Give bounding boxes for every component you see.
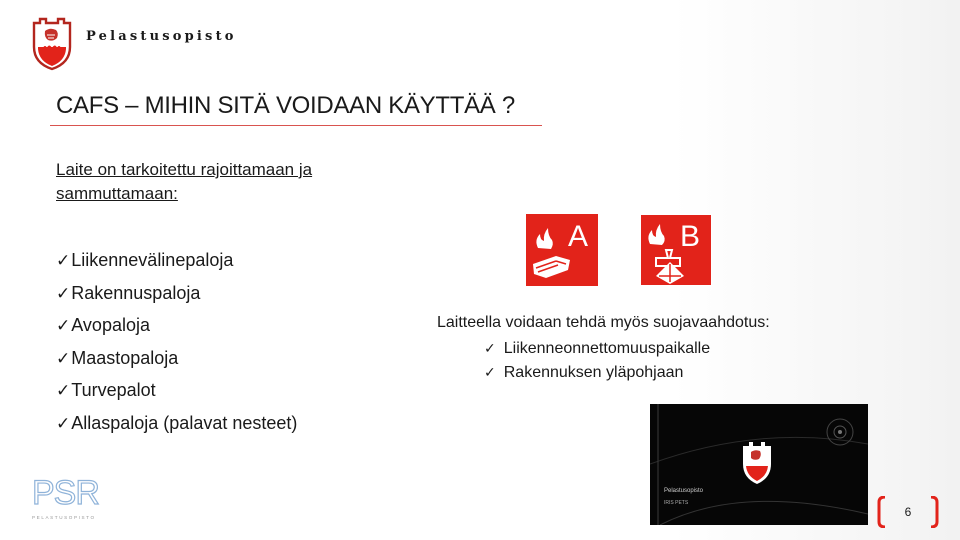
list-item-label: Rakennuspaloja xyxy=(71,282,201,303)
checkmark-icon: ✓ xyxy=(56,348,71,369)
intro-text: Laite on tarkoitettu rajoittamaan ja sammuttamaan: xyxy=(56,160,313,203)
pelastusopisto-shield-icon xyxy=(30,17,74,71)
thumbnail-caption-secondary: IRIS PETS xyxy=(664,500,689,506)
checkmark-icon: ✓ xyxy=(484,365,496,381)
protection-heading: Laitteella voidaan tehdä myös suojavaahdotus: xyxy=(437,314,770,331)
list-item xyxy=(56,310,297,343)
list-item-label: Rakennuksen yläpohjaan xyxy=(503,364,684,381)
list-item-label: Liikenneonnettomuuspaikalle xyxy=(503,340,711,357)
psr-logo-text: PSR xyxy=(32,474,99,512)
psr-logo-icon xyxy=(30,470,102,522)
checkmark-icon: ✓ xyxy=(56,283,71,304)
list-item-label: Turvepalot xyxy=(71,380,156,400)
fire-class-letter: A xyxy=(567,220,589,253)
protection-list xyxy=(484,337,710,385)
fire-class-b-icon xyxy=(640,214,712,286)
list-item xyxy=(484,337,710,361)
list-item xyxy=(56,245,297,278)
thumbnail-graphic xyxy=(650,404,868,525)
title-divider xyxy=(50,125,542,126)
checkmark-icon: ✓ xyxy=(484,341,496,357)
list-item-label: Avopaloja xyxy=(71,315,150,335)
list-item xyxy=(56,408,297,441)
checkmark-icon: ✓ xyxy=(56,251,71,271)
checkmark-icon: ✓ xyxy=(56,413,71,434)
list-item-label: Maastopaloja xyxy=(71,347,179,368)
fire-class-letter: B xyxy=(679,220,701,253)
list-item xyxy=(56,278,297,311)
video-thumbnail[interactable] xyxy=(650,404,868,525)
list-item xyxy=(484,361,710,385)
checkmark-icon: ✓ xyxy=(56,381,71,401)
slide-title: CAFS – MIHIN SITÄ VOIDAAN KÄYTTÄÄ ? xyxy=(56,92,515,119)
psr-logo-subtext: PELASTUSOPISTO xyxy=(32,515,96,520)
list-item xyxy=(56,375,297,408)
page-number: 6 xyxy=(904,505,912,519)
checkmark-icon: ✓ xyxy=(56,316,71,336)
fire-type-list xyxy=(56,245,297,440)
list-item-label: Allaspaloja (palavat nesteet) xyxy=(71,412,298,433)
list-item xyxy=(56,343,297,376)
brand-wordmark: Pelastusopisto xyxy=(86,29,237,44)
thumbnail-caption: Pelastusopisto xyxy=(664,488,704,494)
fire-class-a-icon xyxy=(526,214,598,286)
list-item-label: Liikennevälinepaloja xyxy=(71,250,234,270)
